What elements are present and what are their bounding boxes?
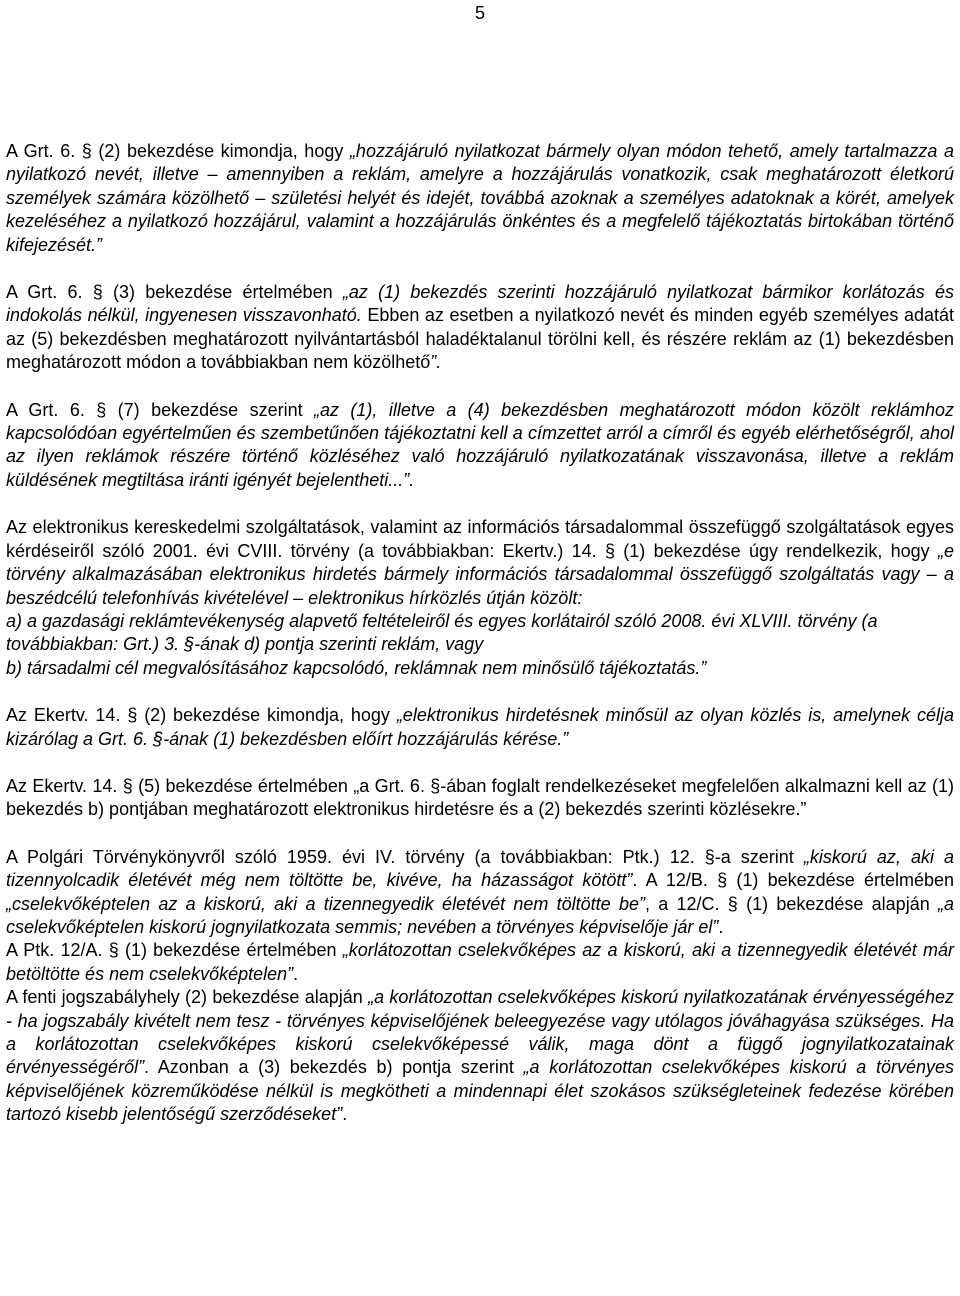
body-text: , a 12/C. § (1) bekezdése alapján — [644, 893, 938, 914]
body-text: . A 12/B. § (1) bekezdése értelmében — [632, 870, 954, 891]
quoted-text: b) társadalmi cél megvalósításához kapcsolódó, reklámnak nem minősülő tájékoztatás.” — [6, 657, 707, 678]
body-text: Az Ekertv. 14. § (5) bekezdése értelmében „a Grt. 6. §-ában foglalt rendelkezéseket megfelelően alkalmazni kell az (1) bekezdés b) pontjában meghatározott elektronikus hirdetésre és a (2) bekezdés szerinti közlésekre.” — [6, 775, 954, 820]
paragraph-ekertv-14-1-a — [6, 610, 954, 657]
body-text: A Polgári Törvénykönyvről szóló 1959. évi IV. törvény (a továbbiakban: Ptk.) 12. §-a szerint — [6, 846, 804, 867]
paragraph-ptk-12a-2 — [6, 986, 954, 1126]
body-text: A Grt. 6. § (3) bekezdése értelmében — [6, 282, 343, 303]
document-body — [6, 140, 954, 1127]
quoted-text: „a cselekvőképtelen kiskorú jognyilatkozata semmis; nevében a törvényes képviselője jár el” — [6, 893, 954, 937]
quoted-text: „korlátozottan cselekvőképes az a kiskorú, aki a tizennegyedik életévét már betöltötte és nem cselekvőképtelen” — [6, 940, 954, 984]
paragraph-grt-6-7 — [6, 399, 954, 493]
body-text: . Azonban a (3) bekezdés b) pontja szerint — [144, 1057, 524, 1078]
paragraph-ekertv-14-2 — [6, 704, 954, 751]
quoted-text: „cselekvőképtelen az a kiskorú, aki a tizennegyedik életévét nem töltötte be” — [6, 893, 645, 914]
quoted-text: „elektronikus hirdetésnek minősül az olyan közlés is, amelynek célja kizárólag a Grt. 6. §-ának (1) bekezdésben előírt hozzájárulás kérése.” — [6, 705, 955, 749]
paragraph-ptk-12a — [6, 939, 954, 986]
body-text: . — [718, 916, 724, 937]
body-text: Ebben az esetben a nyilatkozó nevét és minden egyéb személyes adatát az (5) bekezdésben meghatározott nyilvántartásból haladéktalanul törölni kell, és részére reklám az (1) bekezdésben meghatározott módon a továbbiakban nem közölhető — [6, 305, 954, 373]
quoted-text: „e törvény alkalmazásában elektronikus hirdetés bármely információs társadalommal összefüggő szolgáltatás vagy – a beszédcélú telefonhívás kivételével – elektronikus hírközlés útján közölt: — [6, 540, 954, 608]
paragraph-ekertv-14-5 — [6, 775, 954, 822]
paragraph-ekertv-14-1 — [6, 516, 954, 610]
quoted-text: ”. — [430, 352, 442, 373]
quoted-text: „az (1) bekezdés szerinti hozzájáruló nyilatkozat bármikor korlátozás és indokolás nélkül, ingyenesen visszavonható. — [6, 282, 955, 326]
paragraph-grt-6-2 — [6, 140, 954, 257]
quoted-text: „hozzájáruló nyilatkozat bármely olyan módon tehető, amely tartalmazza a nyilatkozó nevét, illetve – amennyiben a reklám, amelyre a hozzájárulás vonatkozik, csak meghatározott életkorú személyek számára közölhető – születési helyét és idejét, továbbá azoknak a személyes adatoknak a körét, amelyek kezeléséhez a nyilatkozó hozzájárul, valamint a hozzájárulás önkéntes és a megfelelő tájékoztatás birtokában történő kifejezését.” — [6, 141, 954, 255]
paragraph-grt-6-3 — [6, 281, 954, 375]
body-text: A fenti jogszabályhely (2) bekezdése alapján — [6, 987, 369, 1008]
quoted-text: „az (1), illetve a (4) bekezdésben meghatározott módon közölt reklámhoz kapcsolódóan egyértelműen és szembetűnően tájékoztatni kell a címzettet arról a címről és egyéb elérhetőségről, ahol az ilyen reklámok részére történő közléséhez való hozzájáruló nyilatkozatának visszavonása, illetve a reklám küldésének megtiltása iránti igényét bejelentheti...”. — [6, 399, 954, 490]
paragraph-ptk-12 — [6, 846, 954, 940]
quoted-text: „a korlátozottan cselekvőképes kiskorú a törvényes képviselőjének közreműködése nélkül is megkötheti a mindennapi élet szokásos szükségleteinek fedezése körében tartozó kisebb jelentőségű szerződéseket” — [6, 1057, 955, 1125]
quoted-text: „a korlátozottan cselekvőképes kiskorú nyilatkozatának érvényességéhez - ha jogszabály kivételt nem tesz - törvényes képviselőjének beleegyezése vagy utólagos jóváhagyása szükséges. Ha a korlátozottan cselekvőképes kiskorú cselekvőképessé válik, maga dönt a függő jognyilatkozatainak érvényességéről” — [6, 987, 954, 1078]
quoted-text: a) a gazdasági reklámtevékenység alapvető feltételeiről és egyes korlátairól szóló 2008. évi XLVIII. törvény (a továbbiakban: Grt.) 3. §-ának d) pontja szerinti reklám, vagy — [6, 610, 878, 655]
paragraph-ekertv-14-1-b — [6, 657, 954, 680]
body-text: A Grt. 6. § (7) bekezdése szerint — [6, 399, 314, 420]
body-text: . — [293, 963, 299, 984]
body-text: A Ptk. 12/A. § (1) bekezdése értelmében — [6, 940, 343, 961]
page-number: 5 — [474, 3, 485, 23]
body-text: . — [342, 1104, 348, 1125]
body-text: Az elektronikus kereskedelmi szolgáltatások, valamint az információs társadalommal összefüggő szolgáltatások egyes kérdéseiről szóló 2001. évi CVIII. törvény (a továbbiakban: Ekertv.) 14. § (1) bekezdése úgy rendelkezik, hogy — [6, 517, 954, 561]
body-text: A Grt. 6. § (2) bekezdése kimondja, hogy — [6, 141, 350, 161]
body-text: Az Ekertv. 14. § (2) bekezdése kimondja, hogy — [6, 705, 397, 726]
quoted-text: „kiskorú az, aki a tizennyolcadik életévét még nem töltötte be, kivéve, ha házasságot kötött” — [6, 846, 955, 891]
